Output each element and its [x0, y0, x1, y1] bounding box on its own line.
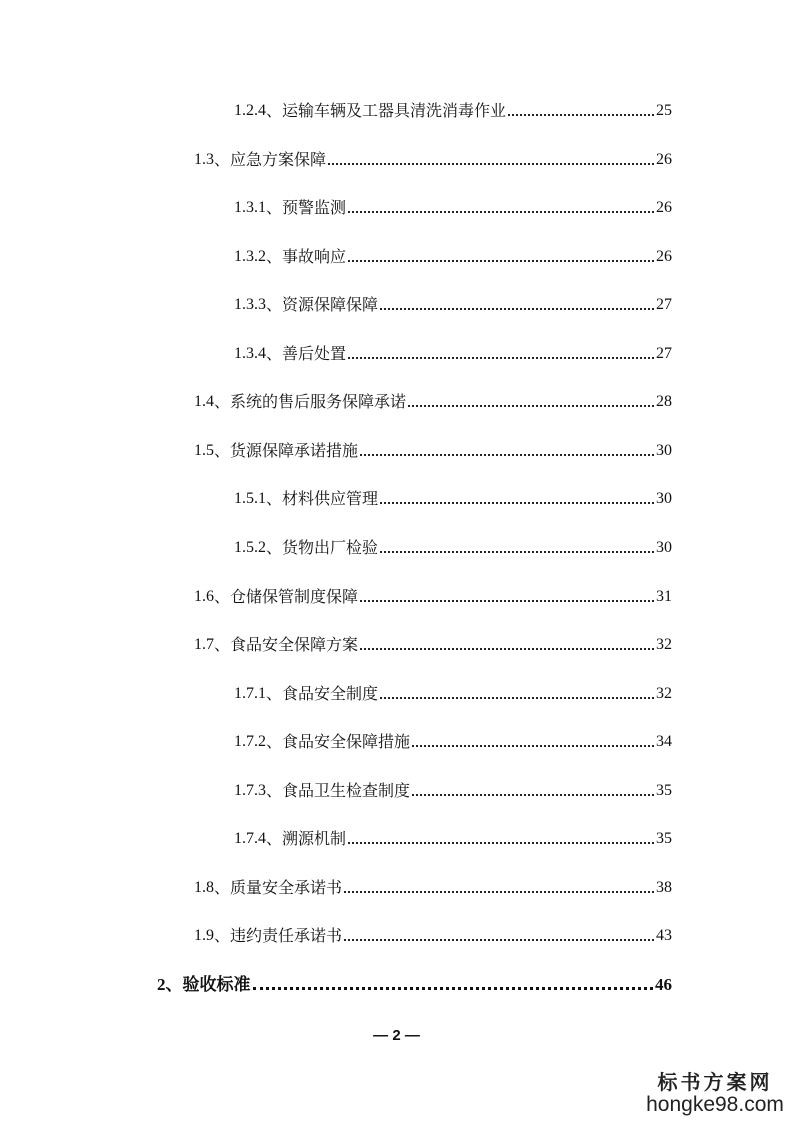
toc-entry-number: 1.7.3 [234, 782, 266, 799]
toc-entry-number: 1.6 [194, 588, 214, 605]
toc-entry-number: 1.5.2 [234, 539, 266, 556]
toc-leader-dots [348, 842, 654, 844]
toc-leader-dots [412, 794, 654, 796]
toc-entry-page: 27 [656, 296, 672, 313]
toc-entry-separator: 、 [266, 198, 283, 217]
toc-entry-title: 事故响应 [282, 247, 347, 266]
toc-entry-title: 货源保障承诺措施 [230, 441, 359, 460]
toc-entry-separator: 、 [214, 587, 231, 606]
toc-entry-number: 1.3.2 [234, 248, 266, 265]
toc-entry[interactable] [194, 874, 672, 898]
toc-entry-number: 1.7.2 [234, 733, 266, 750]
toc-entry-number: 1.7.1 [234, 685, 266, 702]
toc-entry-separator: 、 [266, 781, 283, 800]
toc-entry-number: 1.2.4 [234, 102, 266, 119]
toc-entry-title: 质量安全承诺书 [230, 878, 343, 897]
toc-entry[interactable] [234, 534, 672, 558]
watermark-url: hongke98.com [646, 1093, 784, 1116]
toc-leader-dots [344, 891, 654, 893]
toc-entry-number: 1.9 [194, 927, 214, 944]
toc-entry-page: 25 [656, 102, 672, 119]
toc-entry-title: 资源保障保障 [282, 295, 379, 314]
watermark-name: 标书方案网 [657, 1070, 773, 1094]
toc-entry[interactable] [194, 583, 672, 607]
toc-entry-title: 善后处置 [282, 344, 347, 363]
toc-leader-dots [360, 648, 654, 650]
toc-entry-separator: 、 [165, 975, 183, 995]
toc-entry-separator: 、 [214, 150, 231, 169]
toc-entry[interactable] [194, 146, 672, 170]
toc-entry-separator: 、 [214, 878, 231, 897]
toc-entry-page: 35 [656, 830, 672, 847]
toc-entry-separator: 、 [266, 101, 283, 120]
toc-entry[interactable] [234, 340, 672, 364]
toc-leader-dots [380, 502, 654, 504]
toc-entry[interactable] [234, 291, 672, 315]
toc-entry[interactable] [194, 437, 672, 461]
toc-entry-number: 1.7 [194, 636, 214, 653]
toc-leader-dots [328, 163, 654, 165]
toc-entry[interactable] [234, 825, 672, 849]
toc-entry-page: 28 [656, 393, 672, 410]
toc-entry-title: 食品卫生检查制度 [282, 781, 411, 800]
toc-entry-number: 1.3 [194, 151, 214, 168]
toc-entry-number: 1.7.4 [234, 830, 266, 847]
toc-entry-page: 30 [656, 442, 672, 459]
toc-leader-dots [348, 357, 654, 359]
toc-entry-page: 30 [656, 490, 672, 507]
toc-entry-number: 1.8 [194, 879, 214, 896]
toc-entry-title: 食品安全保障措施 [282, 732, 411, 751]
toc-entry-number: 1.5.1 [234, 490, 266, 507]
toc-entry-title: 食品安全制度 [282, 684, 379, 703]
toc-entry-title: 货物出厂检验 [282, 538, 379, 557]
toc-leader-dots [348, 260, 654, 262]
watermark-logo [645, 1066, 785, 1117]
toc-entry-page: 34 [656, 733, 672, 750]
toc-entry-title: 溯源机制 [282, 829, 347, 848]
toc-entry-number: 2 [157, 975, 166, 994]
toc-entry-page: 32 [656, 636, 672, 653]
toc-entry-separator: 、 [214, 441, 231, 460]
toc-leader-dots [360, 600, 654, 602]
toc-entry-title: 预警监测 [282, 198, 347, 217]
toc-entry-title: 系统的售后服务保障承诺 [230, 392, 407, 411]
toc-entry-page: 43 [656, 927, 672, 944]
toc-entry-number: 1.4 [194, 393, 214, 410]
toc-entry-title: 食品安全保障方案 [230, 635, 359, 654]
toc-entry-separator: 、 [266, 295, 283, 314]
toc-entry-number: 1.3.4 [234, 345, 266, 362]
toc-entry[interactable] [234, 243, 672, 267]
toc-entry-page: 38 [656, 879, 672, 896]
toc-leader-dots [380, 697, 654, 699]
toc-leader-dots [380, 551, 654, 553]
toc-entry[interactable] [234, 194, 672, 218]
toc-entry-separator: 、 [266, 732, 283, 751]
toc-entry-page: 35 [656, 782, 672, 799]
toc-leader-dots [360, 454, 654, 456]
toc-entry-number: 1.5 [194, 442, 214, 459]
toc-entry-separator: 、 [266, 538, 283, 557]
toc-entry-title: 材料供应管理 [282, 489, 379, 508]
toc-entry[interactable] [234, 680, 672, 704]
toc-entry-page: 26 [656, 151, 672, 168]
toc-entry[interactable] [157, 971, 672, 995]
toc-entry[interactable] [234, 777, 672, 801]
toc-entry[interactable] [194, 388, 672, 412]
toc-entry-page: 31 [656, 588, 672, 605]
toc-entry-title: 仓储保管制度保障 [230, 587, 359, 606]
toc-entry[interactable] [194, 631, 672, 655]
toc-entry-number: 1.3.3 [234, 296, 266, 313]
toc-entry-title: 应急方案保障 [230, 150, 327, 169]
toc-leader-dots [348, 211, 654, 213]
toc-entry-separator: 、 [214, 392, 231, 411]
page-number: — 2 — [373, 1027, 420, 1044]
toc-entry-title: 验收标准 [182, 975, 251, 995]
toc-entry-page: 26 [656, 199, 672, 216]
toc-entry[interactable] [234, 485, 672, 509]
toc-entry-separator: 、 [214, 635, 231, 654]
toc-entry[interactable] [234, 97, 672, 121]
toc-entry-page: 30 [656, 539, 672, 556]
toc-entry-page: 32 [656, 685, 672, 702]
toc-entry-page: 27 [656, 345, 672, 362]
toc-entry-page: 46 [655, 975, 672, 994]
toc-entry-page: 26 [656, 248, 672, 265]
toc-entry-separator: 、 [266, 829, 283, 848]
toc-entry-separator: 、 [266, 247, 283, 266]
toc-entry[interactable] [234, 728, 672, 752]
toc-leader-dots [253, 987, 654, 990]
toc-entry-separator: 、 [214, 926, 231, 945]
toc-leader-dots [412, 745, 654, 747]
toc-entry-separator: 、 [266, 684, 283, 703]
toc-entry-title: 运输车辆及工器具清洗消毒作业 [282, 101, 507, 120]
toc-entry-separator: 、 [266, 344, 283, 363]
toc-leader-dots [380, 308, 654, 310]
toc-entry[interactable] [194, 922, 672, 946]
toc-entry-separator: 、 [266, 489, 283, 508]
toc-leader-dots [408, 405, 654, 407]
toc-entry-title: 违约责任承诺书 [230, 926, 343, 945]
toc-leader-dots [508, 114, 654, 116]
toc-leader-dots [344, 939, 654, 941]
toc-entry-number: 1.3.1 [234, 199, 266, 216]
